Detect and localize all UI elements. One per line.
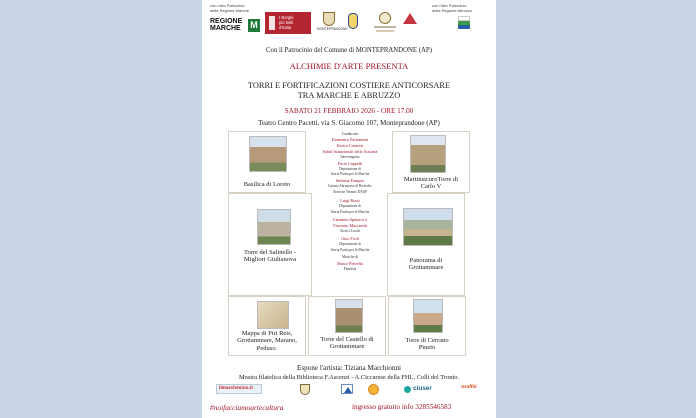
program-line: Storiche Teramo DASP: [333, 190, 367, 194]
ingresso-info: ingresso gratuito info 3285546583: [352, 403, 452, 411]
patronage-right-line2: della Regione Abruzzo: [432, 8, 473, 13]
borghi-logo: I Borghi più belli d'Italia: [265, 12, 311, 34]
mostra-line: Mostra filatelica della Biblioteca F.Ascenzi - A.Ciccarese della FHL, Colli del Tronto.: [238, 374, 460, 381]
regione-label-2: MARCHE: [210, 25, 241, 32]
place-card-martinsicuro: [392, 131, 470, 193]
place-card-castello: [308, 296, 386, 356]
patronage-intro: Con il Patrocinio del Comune di MONTEPRANDONE (AP): [266, 47, 432, 54]
salinello-photo: [257, 209, 291, 245]
program-line: Intervengono: [340, 155, 360, 159]
panorama-photo: [403, 208, 453, 246]
castello-caption: Torre del Castello di Grottammare: [320, 336, 374, 351]
cerrano-photo: [413, 299, 443, 333]
program-line: Marco Pietrella: [337, 261, 363, 266]
program-line: Stefania Pompeo: [335, 178, 365, 183]
program-line: Domenico Parlamenti: [331, 137, 369, 142]
program-line: Deputazione di: [339, 242, 361, 246]
place-card-panorama: [387, 193, 465, 296]
town-crest-icon: [323, 12, 335, 26]
program-line: Deputazione di: [339, 204, 361, 208]
regione-mark-icon: M: [248, 19, 260, 32]
martinsicuro-caption: MartinsicuroTorre di Carlo V: [403, 176, 459, 191]
program-line: Carminio Spinucci e: [332, 217, 368, 222]
place-card-loreto: [228, 131, 306, 193]
patronage-left-line2: della Regione Marche: [210, 8, 249, 13]
regione-label-1: REGIONE: [210, 18, 243, 25]
piri-reis-caption: Mappa di Piri Reis, Grottammare, Marano, Peduso.: [237, 330, 297, 352]
salinello-caption: Torre del Salinello - Migliori Giulianova: [243, 249, 297, 264]
sponsor-ciuser-logo: ciuser: [404, 385, 438, 394]
program-line: Saluti Istituzionali delle Autorità: [322, 149, 378, 154]
program-line: Istituto Abruzzese di Ricerche: [328, 184, 372, 188]
program-line: Luigi Rossi: [340, 198, 360, 203]
panorama-caption: Panorama di Grottammare: [408, 257, 444, 272]
program-line: Gino Troli: [341, 236, 359, 241]
sponsor-sun-icon: [368, 384, 379, 395]
event-title-line2: TRA MARCHE E ABRUZZO: [297, 91, 401, 100]
sponsor-crest-icon: [300, 384, 310, 395]
sponsor-marchesino-logo: ilmarchesino.it: [216, 384, 262, 394]
program-line: Storia Patria per le Marche: [330, 210, 370, 214]
sponsor-graffiti-logo: Graffiti: [461, 385, 477, 390]
deputazione-logo: [374, 12, 396, 34]
program-line: Musiche di: [341, 255, 359, 259]
event-poster: [202, 0, 496, 418]
place-card-cerrano: [388, 296, 466, 356]
hashtag: #noifacciamoartecultura: [210, 403, 284, 412]
artist-line: Espone l'artista: Tiziana Marchionni: [296, 364, 402, 372]
patronage-left-line1: con l'alto Patrocinio: [210, 3, 245, 8]
program-line: Storici Locali: [340, 229, 360, 233]
event-date: SABATO 21 FEBBRAIO 2026 - ORE 17.00: [284, 107, 414, 115]
place-card-salinello: [228, 193, 312, 296]
tower-icon: [269, 16, 275, 30]
program-line: Conducono: [341, 132, 359, 136]
municipal-crest-icon: [348, 13, 358, 29]
loreto-photo: [249, 136, 287, 172]
event-title-line1: TORRI E FORTIFICAZIONI COSTIERE ANTICORSARE: [247, 81, 451, 90]
event-venue: Teatro Centro Pacetti, via S. Giacomo 107, Monteprandone (AP): [258, 119, 440, 127]
deputazione-seal-icon: [379, 12, 391, 24]
program-line: Furio Cappelli: [337, 161, 363, 166]
program-line: Storia Patria per le Marche: [330, 248, 370, 252]
martinsicuro-photo: [410, 135, 446, 173]
program-line: Vincenzo Mascaretti: [332, 223, 368, 228]
monteprandone-logo: MONTEPRANDONE: [317, 12, 341, 34]
program-line: Enrica Consorti: [336, 143, 364, 148]
program-line: Flautista: [343, 267, 357, 271]
loreto-caption: Basilica di Loreto: [243, 181, 291, 188]
sponsor-blue-triangle-icon: [341, 384, 353, 394]
castello-photo: [335, 299, 363, 333]
presenter-heading: ALCHIMIE D'ARTE PRESENTA: [289, 61, 409, 71]
cerrano-caption: Torre di Cerrano Pineto: [405, 337, 449, 352]
alchimie-logo-icon: [403, 13, 417, 25]
regione-marche-logo: [210, 4, 260, 34]
piri-reis-map: [257, 301, 289, 329]
program-line: Storia Patria per le Marche: [330, 172, 370, 176]
program-line: Deputazione di: [339, 167, 361, 171]
patronage-right-line1: con l'alto Patrocinio: [432, 3, 467, 8]
regione-abruzzo-logo: [432, 4, 494, 38]
place-card-piri-reis: [228, 296, 306, 356]
abruzzo-mark-icon: [458, 16, 470, 30]
